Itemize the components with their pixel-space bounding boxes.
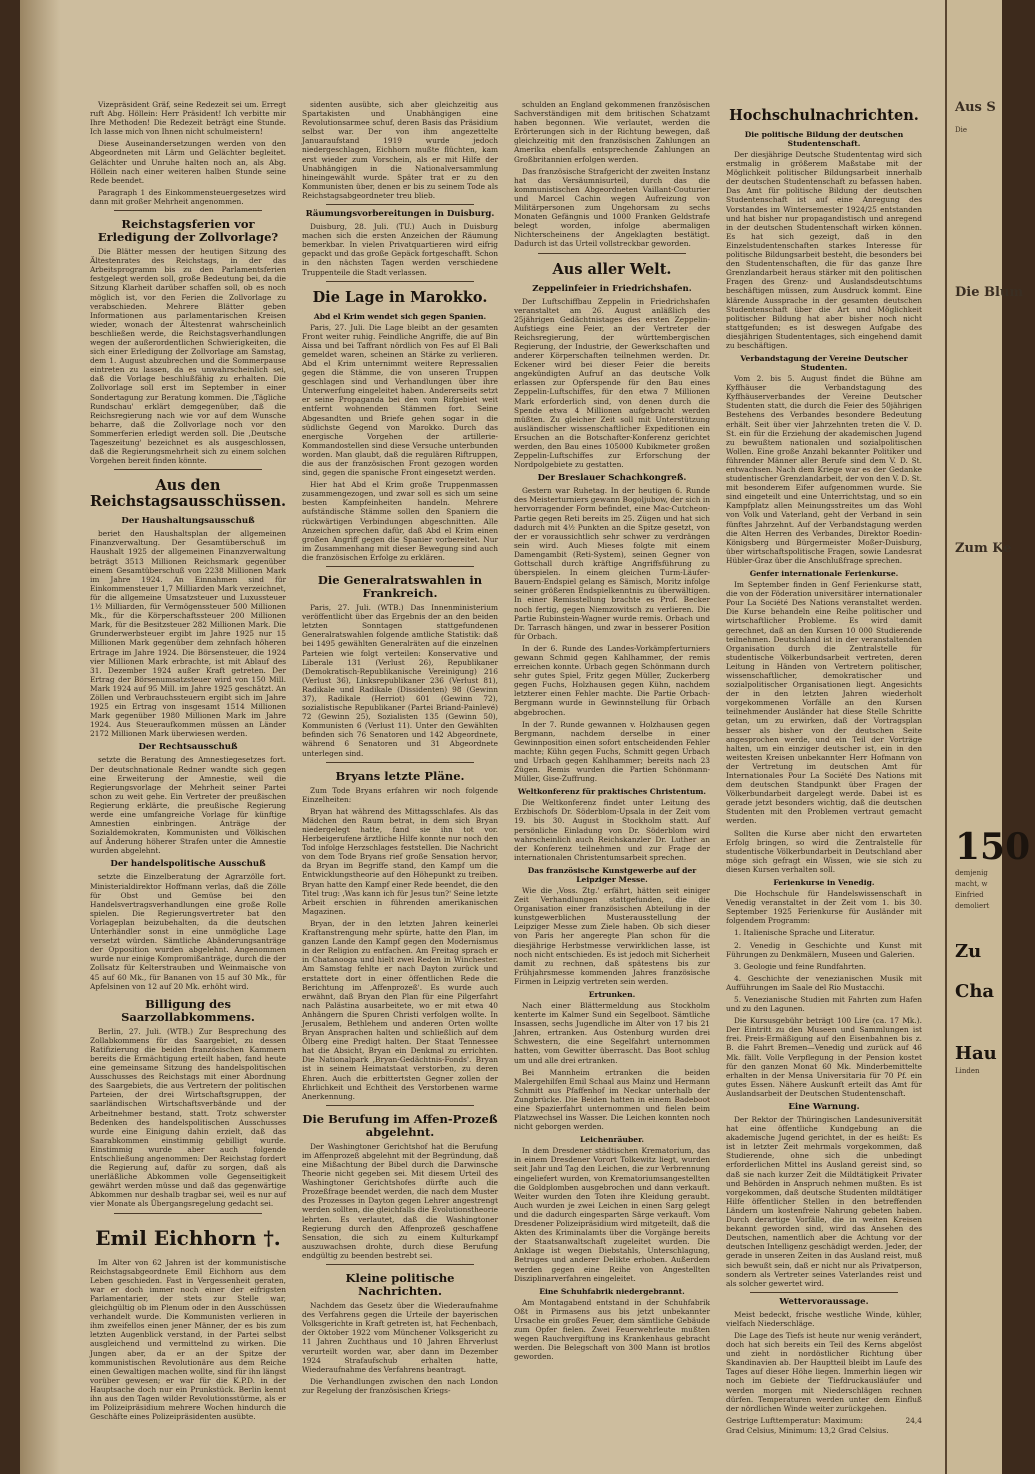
divider bbox=[326, 281, 474, 282]
headline-reichstagsferien: Reichstagsferien vor Erledigung der Zollvorlage? bbox=[97, 217, 279, 245]
edge-ad: Hau bbox=[955, 1043, 997, 1064]
newspaper-page bbox=[20, 0, 945, 1474]
edge-line: demoliert bbox=[955, 902, 990, 910]
paragraph: Die Kursusgebühr beträgt 100 Lire (ca. 17 Mk.). Der Eintritt zu den Museen und Sammlungen ist frei. Preis-Ermäßigung auf den Eisenbahnen bis z. B. die Fahrt Bremen—Venedig und zurück auf 46 Mk. fällt. Volle Verpflegung in der Pension kostet für den ganzen Monat 60 Mk. Minderbemittelte erhalten in der Mensa Universitaria für 70 Pf. ein gutes Essen. Nähere Auskunft erteilt das Amt für Auslandsarbeit der Deutschen Studentenschaft. bbox=[726, 1016, 922, 1098]
paragraph: Paragraph 1 des Einkommensteuergesetzes wird dann mit großer Mehrheit angenommen. bbox=[90, 187, 286, 206]
paragraph: Sollten die Kurse aber nicht den erwarteten Erfolg bringen, so wird die Zentralstelle für studentische Völkerbundarbeit in Deutschland aber möge sich gefragt ein Wissen, wie sie sich zu diesen Kursen verhalten soll. bbox=[726, 828, 922, 874]
column-3 bbox=[514, 100, 710, 1390]
paragraph: Vizepräsident Gräf, seine Redezeit sei um. Erregt ruft Abg. Höllein: Herr Präsident! Ich verbitte mir Ihre Methoden! Die Redezeit beträgt eine Stunde. Ich lasse mich von Ihnen nicht schulmeistern! bbox=[90, 100, 286, 137]
paragraph: Bryan hat während des Mittagsschlafes. Als das Mädchen den Raum betrat, in dem sich Bryan niedergelegt hatte, fand sie ihn tot vor. Herbeigerufene ärztliche Hilfe konnte nur noch den Tod infolge Herzschlages feststellen. Die Nachricht von dem Tode Bryans rief große Sensation hervor, da Bryan im Begriffe stand, den Kampf um die Entwicklungstheorie auf den Höhepunkt zu treiben. Bryan hatte den Kampf einer Rede beendet, die den Titel trug: ‚Was kann ich für Jesus tun?' Seine letzte Arbeit erschien in führenden amerikanischen Magazinen. bbox=[302, 806, 498, 916]
subhead-zeppelin: Zeppelinfeier in Friedrichshafen. bbox=[532, 283, 692, 294]
headline-billigung: Billigung des Saarzollabkommens. bbox=[121, 996, 255, 1024]
subhead-abdel: Abd el Krim wendet sich gegen Spanien. bbox=[313, 311, 487, 321]
paragraph: Der Luftschiffbau Zeppelin in Friedrichshafen veranstaltet am 26. August anläßlich des 25jährigen Gedächtnistages des ersten Zeppelin-Aufstiegs eine Feier, an der Vertreter der Reichsregierung, der württembergischen Regierung, der Industrie, der Gewerkschaften und anderer Körperschaften teilnehmen werden. Dr. Eckener wird bei dieser Feier die bereits angekündigten Aufruf an das deutsche Volk erlassen zur Opferspende für den Bau eines Zeppelin-Luftschiffes, für den etwa 7 Millionen Mark erforderlich sind, von denen durch die Spende etwa 4 Millionen aufgebracht werden müßten. Zu gleicher Zeit soll mit Unterstützung ausländischer wissenschaftlicher Expeditionen ein Ersuchen an die Botschafter-Konferenz gerichtet werden, den Bau eines 105000 Kubikmeter großen Zeppelin-Luftschiffes zur Erforschung der Nordpolgebiete zu gestatten. bbox=[514, 296, 710, 470]
paragraph: Der Rektor der Thüringischen Landesuniversität hat eine öffentliche Kundgebung an die akademische Jugend gerichtet, in der es heißt: Es ist in letzter Zeit mehrmals vorgekommen, daß Studierende, ohne sich die unbedingt erforderlichen Mittel ins Ausland gereist sind, so daß sie nach kurzer Zeit die Mildtätigkeit Privater und Behörden in Anspruch nehmen mußten. Es ist vorgekommen, daß deutsche Studenten mildtätiger Hilfe öffentlicher Stellen in den betreffenden Ländern um kostenfreie Nahrung gebeten haben. Durch derartige Vorfälle, die in weiten Kreisen bekannt geworden sind, wird das Ansehen des Deutschen, namentlich aber die Achtung vor der deutschen Intelligenz geschädigt werden. Jeder, der gerade in unseren Zeiten in das Ausland reist, muß sich bewußt sein, daß er nicht nur als Privatperson, sondern als Vertreter seines Vaterlandes reist und als solcher gewertet wird. bbox=[726, 1115, 922, 1288]
edge-line: Die Blum bbox=[955, 285, 1024, 300]
paragraph: 2. Venedig in Geschichte und Kunst mit Führungen zu Denkmälern, Museen und Galerien. bbox=[726, 940, 922, 959]
paragraph: Der Washingtoner Gerichtshof hat die Berufung im Affenprozeß abgelehnt mit der Begründung, daß eine Mißachtung der Bibel durch die Darwinsche Theorie nicht gegeben sei. Mit diesem Urteil des Washingtoner Gerichtshofes dürfte auch die Prozeßfrage beendet werden, die nach dem Muster des Prozesses in Dayton gegen Lehrer angestrengt werden sollten, die gleichfalls die Evolutionstheorie lehrten. Es verlautet, daß die Washingtoner Regierung durch den Affenprozeß geschaffene Sensation, die sich zu einem Kulturkampf auszuwachsen drohte, durch diese Berufung endgültig zu beenden bestrebt sei. bbox=[302, 1141, 498, 1260]
paragraph: Paris, 27. Juli. Die Lage bleibt an der gesamten Front weiter ruhig. Feindliche Angriffe, die auf Bin Aissa und bei Taffrant nördlich von Fes auf El Bali gemeldet waren, scheinen an Stärke zu verlieren. Abd el Krim unternimmt weitere Repressalien gegen die Stämme, die von unseren Truppen geschlagen sind und Verhandlungen über ihre Unterwerfung eingeleitet haben. Andererseits setzt er seine Propaganda bei den vom Rifgebiet weit entfernt wohnenden Stämmen fort. Seine Abgesandten und Briefe gehen sogar in die südlichste Gegend von Marokko. Durch das energische Vorgehen der artillerie-Kommandostellen sind diese Versuche unterbunden worden. Man glaubt, daß die regulären Riftruppen, die aus der französischen Front gezogen worden sind, gegen die spanische Front eingesetzt werden. bbox=[302, 322, 498, 478]
paragraph: Im Alter von 62 Jahren ist der kommunistische Reichstagsabgeordnete Emil Eichhorn aus dem Leben geschieden. Fast in Vergessenheit geraten, war er doch immer noch einer der eifrigsten Parlamentarier, der stets zur Stelle war, gleichgültig ob im Plenum oder in den Ausschüssen verhandelt wurde. Die Kommunisten verlieren in ihm zweifellos einen jener Männer, der es bis zum letzten Augenblick verstand, in der Partei selbst ausgleichend und vermittelnd zu wirken. Die Jungen aber, da er an der Spitze der kommunistischen Revolutionäre aus dem Reiche einen Gewaltigen machen wollte, sind für ihn längst vorüber gewesen; er war für die K.P.D. in der Hauptsache doch nur ein Prunkstück. Berlin kennt ihn aus den Tagen wilder Revolutionsstürme, als er im Polizeipräsidium mehrere Wochen hindurch die Geschäfte eines Polizeipräsidenten ausübte. bbox=[90, 1257, 286, 1422]
paragraph: Bryan, der in den letzten Jahren keinerlei Kraftanstrengung mehr spürte, hatte den Plan, im ganzen Lande den Kampf gegen den Modernismus in der Religion zu entfachen. Am Freitag sprach er in Chatanooga und hielt zwei Reden in Winchester. Am Samstag fehlte er nach Dayton zurück und erstattete dort in einer öffentlichen Rede die Berichtung im ‚Affenprozeß'. Es wurde auch erwähnt, daß Bryan den Plan für eine Pilgerfahrt nach Palästina ausarbeitete, wo er mit etwa 40 Anhängern die Spuren Christi verfolgen wollte. In Jerusalem, Bethlehem und anderen Orten wollte Bryan Ansprachen halten und schließlich auf dem Ölberg eine Predigt halten. Der Staat Tennessee hat die Absicht, Bryan ein Denkmal zu errichten. Die Nationalpark ‚Bryan-Gedächtnis-Fonds'. Bryan ist in seinem Heimatstaat verstorben, zu deren Ehren. Auch die erbittertsten Gegner zollen der Ehrlichkeit und Echtheit des Verstorbenen warme Anerkennung. bbox=[302, 918, 498, 1101]
divider bbox=[114, 210, 262, 211]
paragraph: Diese Auseinandersetzungen werden von den Abgeordneten mit Lärm und Gelächter begleitet. Gelächter und Unruhe halten noch an, als Abg. Höllein nach einer weiteren halben Stunde seine Rede beendet. bbox=[90, 139, 286, 185]
paragraph: In der 6. Runde des Landes-Vorkämpferturniers gewann Schmid gegen Kahlhammer, der remis erreichen konnte. Urbach gegen Schönmann durch sehr gutes Spiel, Fritz gegen Müller, Zuckerberg gegen Fuchs, Holzhausen gegen Kühn, nachdem letzterer einen Fehler machte. Die Partie Orbach-Bergmann wurde in Gewinnstellung für Orbach abgebrochen. bbox=[514, 643, 710, 717]
subhead-rechts: Der Rechtsausschuß bbox=[138, 742, 238, 753]
edge-line: Zum Ke bbox=[955, 541, 1012, 556]
subhead-politische-bildung: Die politische Bildung der deutschen Studentenschaft. bbox=[744, 130, 904, 148]
column-2 bbox=[302, 100, 498, 1395]
divider bbox=[326, 566, 474, 567]
edge-ad: Cha bbox=[955, 981, 995, 1002]
headline-raeumung: Räumungsvorbereitungen in Duisburg. bbox=[305, 209, 495, 220]
paragraph: Das französische Strafgericht der zweiten Instanz hat das Versäumnisurteil, durch das die kommunistischen Abgeordneten Vaillant-Couturier und Marcel Cachin wegen Aufreizung von Militärpersonen zum Ungehorsam zu sechs Monaten Gefängnis und 1000 Franken Geldstrafe belegt worden, infolge abermaligen Nichterscheinens der Angeklagten bestätigt. Dadurch ist das Urteil vollstreckbar geworden. bbox=[514, 166, 710, 249]
temp-max-label: Gestrige Lufttemperatur: Maximum: bbox=[726, 1415, 864, 1425]
subhead-warnung: Eine Warnung. bbox=[788, 1102, 860, 1112]
paragraph: Bei Mannheim ertranken die beiden Malergehilfen Emil Schaal aus Mainz und Hermann Schmitt aus Pfaffenhof im Neckar unterhalb der Zungbrücke. Die Beiden hatten in einem Badeboot eine Spazierfahrt unternommen und fielen beim Platzwechsel ins Wasser. Die Leichen konnten noch nicht geborgen werden. bbox=[514, 1067, 710, 1132]
headline-eichhorn: Emil Eichhorn †. bbox=[95, 1225, 281, 1250]
paragraph: schulden an England gekommenen französischen Sachverständigen mit dem britischen Schatzamt haben begonnen. Wie verlautet, werden die Erörterungen sich in der Richtung bewegen, daß gleichzeitig mit den französischen Zahlungen an Amerika ebenfalls entsprechende Zahlungen an Großbritannien erfolgen werden. bbox=[514, 100, 710, 164]
paragraph: setzte die Beratung des Amnestiegesetzes fort. Der deutschnationale Redner wandte sich gegen eine Erweiterung der Amnestie, weil die Regierungsvorlage der Mehrheit seiner Partei schon zu weit gehe. Ein Vertreter der preußischen Regierung erklärte, die preußische Regierung werde eine umfangreiche Vorlage für künftige Amnestien einbringen. Anträge der Sozialdemokraten, Kommunisten und Völkischen auf Änderung höherer Strafen unter die Amnestie wurden abgelehnt. bbox=[90, 755, 286, 856]
divider bbox=[326, 762, 474, 763]
edge-line: Einfried bbox=[955, 891, 984, 899]
paragraph: Hier hat Abd el Krim große Truppenmassen zusammengezogen, und zwar soll es sich um seine besten Kampfeinheiten handeln. Mehrere aufständische Stämme sollen den Spaniern die rückwärtigen Verbindungen abgeschnitten. Alle Anzeichen sprechen dafür, daß Abd el Krim einen großen Angriff gegen die Spanier vorbereitet. Nur im Zusammenhang mit dieser Bewegung sind auch die französischen Erfolge zu erklären. bbox=[302, 480, 498, 562]
paragraph: Nach einer Blättermeldung aus Stockholm kenterte im Kalmer Sund ein Segelboot. Sämtliche Insassen, sechs Jugendliche im Alter von 17 bis 21 Jahren, ertranken. Aus Ostenburg wurden drei Schwestern, die eine Segelfahrt unternommen hatten, vom Gewitter überrascht. Das Boot schlug um und alle drei ertranken. bbox=[514, 1000, 710, 1065]
subhead-schach: Der Breslauer Schachkongreß. bbox=[537, 473, 687, 484]
subhead-haushalt: Der Haushaltungsausschuß bbox=[121, 516, 255, 527]
subhead-handels: Der handelspolitische Ausschuß bbox=[110, 859, 266, 870]
paragraph: beriet den Haushaltsplan der allgemeinen Finanzverwaltung. Der Gesamtüberschuß im Haushalt 1925 der allgemeinen Finanzverwaltung beträgt 3513 Millionen Reichsmark gegenüber einem Gesamtüberschuß von 2238 Millionen Mark im Jahre 1924. An Einnahmen sind für Einkommensteuer 1,7 Milliarden Mark verzeichnet, für die allgemeine Umsatzsteuer und Luxussteuer 1½ Milliarden, für Vermögenssteuer 500 Millionen Mk., für die Körperschaftssteuer 200 Millionen Mark, für die Besitzsteuer 282 Millionen Mark. Die Grunderwerbsteuer ergibt im Jahre 1925 nur 15 Millionen Mark gegenüber dem zehnfach höheren Ertrage im Jahre 1924. Die Börsensteuer, die 1924 vier Millionen Mark erbrachte, ist mit Ablauf des 31. Dezember 1924 außer Kraft getreten. Der Ertrag der Börsenumsatzsteuer wird von 150 Mill. Mark 1924 auf 95 Mill. im Jahre 1925 geschätzt. An Zöllen und Verbrauchssteuern ergibt sich im Jahre 1925 ein Ertrag von insgesamt 1514 Millionen Mark gegenüber 1980 Millionen Mark im Jahre 1924. Aus Steueraufkommen müssen an Länder 2172 Millionen Mark überwiesen werden. bbox=[90, 529, 286, 739]
paragraph: Die Verhandlungen zwischen den nach London zur Regelung der französischen Kriegs- bbox=[302, 1376, 498, 1395]
adjacent-page-edge bbox=[945, 0, 1031, 1474]
edge-ad-number: 150 bbox=[955, 826, 1031, 868]
paragraph: Berlin, 27. Juli. (WTB.) Zur Besprechung des Zollabkommens für das Saargebiet, zu dessen Ratifizierung die beiden französischen Kammern bereits die Ermächtigung erteilt haben, fand heute eine gemeinsame Sitzung des handelspolitischen Ausschusses des Reichstags mit einer Abordnung des Saargebiets, die aus Vertretern der politischen Parteien, der drei Wirtschaftsgruppen, der saarländischen Wirtschaftsverbände und der Arbeitnehmer bestand, statt. Trotz schwerster Bedenken des handelspolitischen Ausschusses wurde eine Einigung dahin erzielt, daß das Saarabkommen einstimmig gebilligt wurde. Einstimmig wurde aber auch folgende Entschließung angenommen: Der Reichstag fordert die Regierung auf, dafür zu sorgen, daß als unerläßliche Abkommen volle Gegenseitigkeit gewährt werden müsse und daß das gegenwärtige Abkommen nur deshalb tragbar sei, weil es nur auf vier Monate als Übergangsregelung gedacht sei. bbox=[90, 1026, 286, 1209]
divider bbox=[326, 1105, 474, 1106]
paragraph: In der 7. Runde gewannen v. Holzhausen gegen Bergmann, nachdem derselbe in einer Gewinnposition einen sofort entscheidenden Fehler machte; Kühn gegen Fuchs, Schmitt gegen Urbach und Urbach gegen Kahlhammer; bereits nach 23 Zügen. Remis wurden die Partien Schönmann-Müller, Gise-Zuffrung. bbox=[514, 719, 710, 784]
subhead-venedig: Ferienkurse in Venedig. bbox=[773, 878, 875, 888]
column-4 bbox=[726, 100, 922, 1435]
subhead-weltkonferenz: Weltkonferenz für praktisches Christentum. bbox=[517, 787, 707, 797]
paragraph: Vom 2. bis 5. August findet die Bühne am Kyffhäuser die Verbandstagung des Kyffhäuserverbandes der Vereine Deutscher Studenten statt, die durch die Feier des 50jährigen Bestehens des Verbandes besondere Bedeutung erhält. Seit über vier Jahrzehnten treten die V. D. St. ein für die Erziehung der akademischen Jugend zu bewußtem nationalen und sozialpolitischen Wollen. Eine große Anzahl bekannter Politiker und führender Männer aller Berufe sind dem V. D. St. entwachsen. Nach dem Kriege war es der Gedanke studentischer Grenzlandarbeit, der von den V. D. St. mit besonderem Eifer aufgenommen wurde. Sie sind eingeteilt und eine Unterrichtstag, und so ein Kampfplatz allen Meinungsstreites um das Wohl von Volk und Vaterland, geht der Verband in sein fünftes Jahrzehnt. Auf der Verbandstagung werden die Alten Herren des Verbandes, Direktor Roedin-Königsberg und Bürgermeister Moßer-Duisburg, über wirtschaftspolitische Fragen, sowie Landesrat Hübler-Graz über die Anschlußfrage sprechen. bbox=[726, 374, 922, 565]
adjacent-page-text bbox=[955, 100, 1035, 1078]
temp-min-line: Grad Celsius, Minimum: 13,2 Grad Celsius. bbox=[726, 1425, 889, 1435]
paragraph: Die Blätter messen der heutigen Sitzung des Ältestenrates des Reichstags, in der das Arbeitsprogramm bis zu den Parlamentsferien festgelegt werden soll, große Bedeutung bei, da die Sitzung Klarheit darüber schaffen soll, ob es noch möglich ist, vor den Ferien die Zollvorlage zu verabschieden. Mehrere Blätter geben Informationen aus parlamentarischen Kreisen wieder, wonach der Ältestenrat wahrscheinlich beschließen werde, die Reichstagsverhandlungen wegen der außerordentlichen Schwierigkeiten, die sich einer Erledigung der Zollvorlage am Samstag, dem 1. August abzubrechen und die Sommerpause eintreten zu lassen, da es unwahrscheinlich sei, daß die Vorlage beschlußfähig zu erhalten. Die Zollvorlage soll erst im September in einer Sondertagung zur Beratung kommen. Die ‚Tägliche Rundschau' erklärt demgegenüber, daß die Reichsregierung nach wie vor auf dem Wunsche beharre, daß die Zollvorlage noch vor den Sommerferien erledigt werden soll. Die ‚Deutsche Tageszeitung' bezeichnet es als ausgeschlossen, daß die Regierungsmehrheit sich zu einem solchen Vorgehen bereit finden könnte. bbox=[90, 247, 286, 466]
paragraph: Duisburg, 28. Juli. (TU.) Auch in Duisburg machen sich die ersten Anzeichen der Räumung bemerkbar. In vielen Privatquartieren wird eifrig gepackt und das große Gepäck fortgeschafft. Schon in den nächsten Tagen werden verschiedene Truppenteile die Stadt verlassen. bbox=[302, 222, 498, 277]
edge-line: demjenig bbox=[955, 869, 988, 877]
headline-ausschuessen: Aus den Reichstagsausschüssen. bbox=[90, 477, 287, 511]
edge-heading: Aus S bbox=[955, 100, 996, 115]
divider bbox=[750, 1292, 898, 1293]
paragraph: 1. Italienische Sprache und Literatur. bbox=[734, 928, 875, 938]
headline-bryan: Bryans letzte Pläne. bbox=[335, 768, 465, 783]
temperature-max-row bbox=[726, 1416, 922, 1425]
subhead-genfer: Genfer internationale Ferienkurse. bbox=[749, 569, 899, 579]
divider bbox=[326, 1264, 474, 1265]
headline-berufung: Die Berufung im Affen-Prozeß abgelehnt. bbox=[302, 1111, 498, 1139]
paragraph: Die Hochschule für Handelswissenschaft in Venedig veranstaltet in der Zeit vom 1. bis 30. September 1925 Ferienkurse für Ausländer mit folgendem Programm: bbox=[726, 889, 922, 926]
subhead-leichenraeuber: Leichenräuber. bbox=[579, 1135, 645, 1145]
paragraph: Gestern war Ruhetag. In der heutigen 6. Runde des Meisterturniers gewann Bogoljubow, der sich in hervorragender Form befindet, eine Mac-Cutcheon-Partie gegen Reti bereits im 25. Zügen und hat sich dadurch mit 4½ Punkten an die Spitze gesetzt, von der er voraussichtlich sehr schwer zu verdrängen sein wird. Auch Mieses folgte mit einem Damengambit (Reti-System), seinen Gegner von Gottschall durch kräftige Angriffsführung zu überspielen. In einem gleichen Turm-Läufer-Bauern-Endspiel gelang es Sämisch, Moritz infolge seiner größeren Endspielkenntnis zu überwältigen. In einer Remisstellung brachte es Prof. Becker noch fertig, gegen Niemzowitsch zu verlieren. Die Partie Rubinstein-Wagner wurde remis. Orbach und Dr. Tarrasch hängen, und zwar in besserer Position für Orbach. bbox=[514, 486, 710, 641]
temp-max-value: 24,4 bbox=[905, 1415, 922, 1425]
paragraph: Meist bedeckt, frische westliche Winde, kühler, vielfach Niederschläge. bbox=[726, 1309, 922, 1328]
subhead-ertrunken: Ertrunken. bbox=[588, 989, 636, 999]
paragraph: 3. Geologie und feine Rundfahrten. bbox=[734, 961, 867, 971]
edge-line: macht, w bbox=[955, 880, 988, 888]
paragraph: Im September finden in Genf Ferienkurse statt, die von der Föderation universitärer internationaler Pour La Société Des Nations veranstaltet werden. Die Kurse behandeln eine Reihe politischer und wirtschaftlicher Probleme. Es wird damit gerechnet, daß an den Kursen 10 000 Studierende teilnehmen. Deutschland ist in der veranstaltenden Organisation durch die Zentralstelle für studentische Völkerbundsarbeit vertreten, deren Leitung in Händen von Vertretern politischer, wissenschaftlicher, demokratischer und sozialpolitischer Organisationen liegt. Angesichts der in den letzten Jahren wiederholt vorgekommenen Vorfälle an den Kursen teilnehmender Ausländer hat diese Stelle Schritte getan, um zu erwirken, daß der Vortragsplan besser als bisher von der deutschen Seite angesprochen werde, und ein Teil der Vorträge halten, um ein einziger deutscher ist, ein in den weitesten Kreisen unbekannter Herr Hofmann von der Vertretung im deutschen Amt für Internationales Pour La Société Des Nations mit dem deutschen Standpunkt über Fragen der Völkerbundarbeit dargelegt werde. Dabei ist es gerade jetzt besonders wichtig, daß die deutschen Studenten mit den Problemen vertraut gemacht werden. bbox=[726, 580, 922, 826]
column-1 bbox=[90, 100, 287, 1422]
paragraph: setzte die Einzelberatung der Agrarzölle fort. Ministerialdirektor Hoffmann verlas, daß die Zölle für Obst und Gemüse bei den Handelsvertragsverhandlungen eine große Rolle spielen. Die Regierungsvertreter bat den Vorlageplan beizubehalten, da die deutschen Unterhändler sonst in eine unmögliche Lage versetzt würden. Sämtliche Abänderungsanträge der Opposition wurden abgelehnt. Angenommen wurde nur einige Kompromißanträge, durch die der Zollsatz für Kelterstrauben und Weinmaische von 45 auf 60 Mk., für Bananen von 15 auf 30 Mk., für Apfelsinen von 12 auf 20 Mk. erhöht wird. bbox=[90, 872, 286, 991]
paragraph: Die Lage des Tiefs ist heute nur wenig verändert, doch hat sich bereits ein Teil des Kerns abgelöst und zieht in nordöstlicher Richtung über Skandinavien ab. Der Hauptteil bleibt im Laufe des Tages auf dieser Höhe liegen. Immerhin liegen wir noch im Gebiete der Tiefdruckausläufer und werden morgen mit Niederschlägen rechnen dürfen. Temperaturen werden unter dem Einfluß der nördlichen Winde weiter zurückgehen. bbox=[726, 1330, 922, 1413]
divider bbox=[326, 204, 474, 205]
paragraph: 4. Geschichte der venezianischen Musik mit Aufführungen im Saale del Rio Mustacchi. bbox=[726, 973, 922, 992]
subhead-schuhfabrik: Eine Schuhfabrik niedergebrannt. bbox=[539, 1286, 685, 1296]
paragraph: sidenten ausübte, sich aber gleichzeitig aus Spartakisten und Unabhängigen eine Revolutionsarmee schuf, deren Basis das Präsidium selbst war. Der von ihm angezettelte Januaraufstand 1919 wurde jedoch niedergeschlagen, Eichhorn mußte flüchten, kam erst wieder zum Vorschein, als er mit Hilfe der Unabhängigen in die Nationalversammlung hineingewählt wurde. Später trat er zu den Kommunisten über, denen er bis zu seinem Tode als Reichstagsabgeordneter treu blieb. bbox=[302, 100, 498, 200]
subhead-wetter: Wettervoraussage. bbox=[779, 1296, 869, 1307]
divider bbox=[538, 253, 686, 254]
edge-ad: Zu bbox=[955, 941, 982, 962]
paragraph: Wie die ‚Voss. Ztg.' erfährt, hätten seit einiger Zeit Verhandlungen stattgefunden, die die Organisation einer französischen Abteilung in der kunstgewerblichen Musterausstellung der Leipziger Messe zum Ziele haben. Ob sich dieser von Paris her angeregte Plan schon für die diesjährige Herbstmesse verwirklichen lasse, ist noch nicht entschieden. Es ist jedoch mit Sicherheit damit zu rechnen, daß spätestens bis zur Frühjahrsmesse kommenden Jahres französische Firmen in Leipzig vertreten sein werden. bbox=[514, 885, 710, 986]
headline-generalrat: Die Generalratswahlen in Frankreich. bbox=[317, 573, 483, 601]
paragraph: 5. Venezianische Studien mit Fahrten zum Hafen und zu den Lagunen. bbox=[726, 994, 922, 1014]
intro-paragraphs bbox=[90, 100, 286, 206]
headline-marokko: Die Lage in Marokko. bbox=[312, 288, 488, 306]
paragraph: In dem Dresdener städtischen Krematorium, das in einem Dresdener Vorort Tolkewitz liegt, wurden seit Jahr und Tag den Leichen, die zur Verbrennung eingeliefert wurden, von Krematoriumsangestellten die Goldplomben ausgebrochen und dann verkauft. Weiter wurden den Toten ihre Kleidung geraubt. Auch wurden je zwei Leichen in einen Sarg gelegt und die dadurch eingesparten Särge verkauft. Vom Dresdener Polizeipräsidium wird mitgeteilt, daß die Akten des Kriminalamts über die Vorgänge bereits der Staatsanwaltschaft zugeleitet wurden. Die Anklage ist wegen Diebstahls, Unterschlagung, Betruges und anderer Delikte erhoben. Außerdem werden gegen eine Reihe von Angestellten Disziplinarverfahren eingeleitet. bbox=[514, 1146, 710, 1283]
headline-kleine: Kleine politische Nachrichten. bbox=[345, 1271, 455, 1299]
headline-hochschul: Hochschulnachrichten. bbox=[729, 107, 919, 124]
edge-line: Die bbox=[955, 126, 967, 134]
subhead-verbandstagung: Verbandstagung der Vereine Deutscher Studenten. bbox=[740, 354, 908, 373]
divider bbox=[114, 469, 262, 470]
paragraph: Zum Tode Bryans erfahren wir noch folgende Einzelheiten: bbox=[302, 785, 498, 804]
paragraph: Nachdem das Gesetz über die Wiederaufnahme des Verfahrens gegen die Urteile der bayerischen Volksgerichte in Kraft getreten ist, hat Fechenbach, der Oktober 1922 vom Münchener Volksgericht zu 11 Jahren Zuchthaus und 10 Jahren Ehrverlust verurteilt worden war, aber dann im Dezember 1924 Strafaufschub erhalten hatte, Wiederaufnahme des Verfahrens beantragt. bbox=[302, 1301, 498, 1374]
divider bbox=[114, 1213, 262, 1214]
paragraph: Am Montagabend entstand in der Schuhfabrik Oßt in Pirmasens aus bis jetzt unbekannter Ursache ein großes Feuer, dem sämtliche Gebäude zum Opfer fielen. Zwei Feuerwehrleute mußten wegen Rauchvergiftung ins Krankenhaus gebracht werden. Die Belegschaft von 300 Mann ist brotlos geworden. bbox=[514, 1297, 710, 1362]
paragraph: Paris, 27. Juli. (WTB.) Das Innenministerium veröffentlicht über das Ergebnis der an den beiden letzten Sonntagen stattgefundenen Generalratswahlen folgende amtliche Statistik: daß bei 1495 gewählten Generalräten auf die einzelnen Parteien wie folgt verteilen: Konservative und Liberale 131 (Verlust 26), Republikaner (Demokratisch-Republikanische Vereinigung) 216 (Verlust 36), Linksrepublikaner 236 (Verlust 81), Radikale und Radikale (Dissidenten) 98 (Gewinn 37), Radikale (Herriot) 601 (Gewinn 72), sozialistische Republikaner (Partei Briand-Painlevé) 72 (Gewinn 25), Sozialisten 135 (Gewinn 50), Kommunisten 6 (Verlust 11). Unter den Gewählten befinden sich 76 Senatoren und 142 Abgeordnete, während 6 Senatoren und 31 Abgeordnete unterlegen sind. bbox=[302, 603, 498, 758]
paragraph: Der diesjährige Deutsche Studententag wird sich erstmalig in größerem Maßstabe mit der Möglichkeit politischer Bildungsarbeit innerhalb der deutschen Studentenschaft zu befassen haben. Das Amt für politische Bildung der deutschen Studentenschaft ist auf eine Anregung des Vorstandes im Wintersemester 1924/25 entstanden und hat bisher nur propagandistisch und anregend in der deutschen Studentenschaft wirken können. Es hat sich gezeigt, daß in den Einzelstudentenschaften starkes Interesse für politische Bildungsarbeit besteht, die besonders bei den Studentenschaften, die für das ganze Ihre Grenzlandarbeit heraus stärker mit den politischen Fragen des Grenz- und Auslandsdeutschtums beschäftigen müssen, zum Ausdruck kommt. Eine klärende Aussprache in der gesamten deutschen Studentenschaft über die Art und Möglichkeit politischer Bildung hat aber bisher noch nicht stattgefunden; es ist deswegen Aufgabe des diesjährigen Studententages, sich eingehend damit zu beschäftigen. bbox=[726, 150, 922, 350]
edge-line: Linden bbox=[955, 1067, 980, 1075]
paragraph: Die Weltkonferenz findet unter Leitung des Erzbischofs Dr. Söderblom-Upsala in der Zeit vom 19. bis 30. August in Stockholm statt. Auf persönliche Einladung von Dr. Söderblom wird wahrscheinlich auch Reichskanzler Dr. Luther an der Konferenz teilnehmen und zur Frage der internationalen Christentumsarbeit sprechen. bbox=[514, 798, 710, 862]
headline-aller-welt: Aus aller Welt. bbox=[552, 260, 672, 278]
subhead-kunstgewerbe: Das französische Kunstgewerbe auf der Leipziger Messe. bbox=[527, 865, 697, 884]
